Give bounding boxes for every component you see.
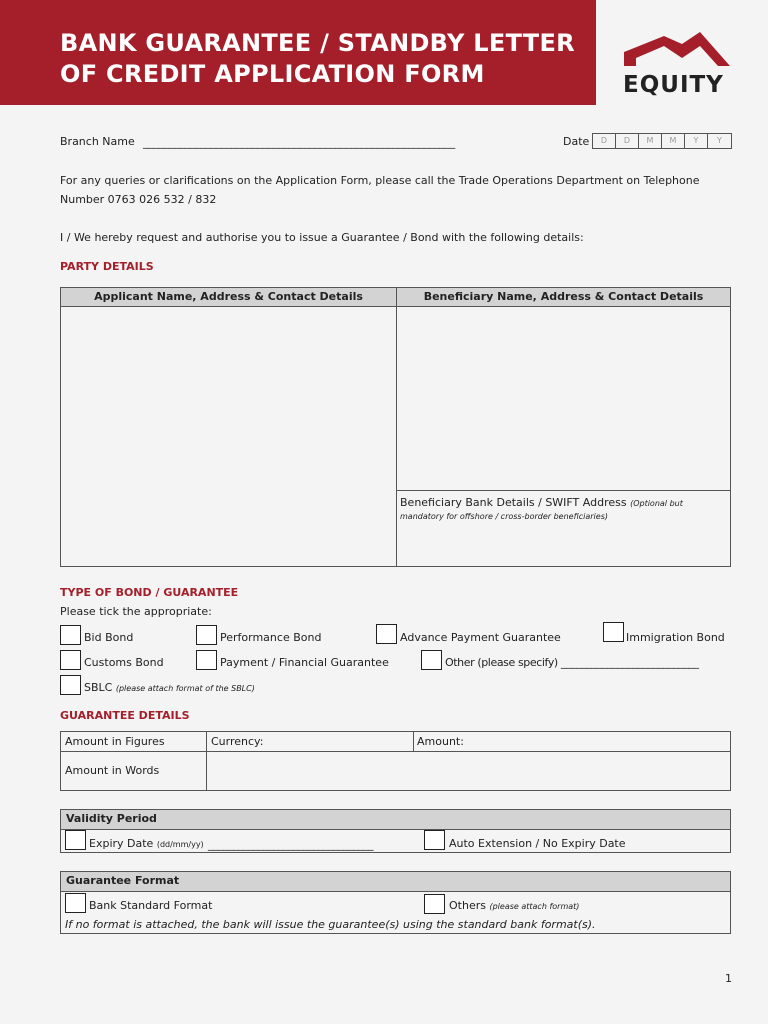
payment-guarantee-label: Payment / Financial Guarantee: [220, 656, 389, 669]
others-format-checkbox[interactable]: [424, 894, 445, 914]
beneficiary-details-field[interactable]: [396, 306, 731, 491]
form-title: [60, 28, 575, 90]
amount-words-label: Amount in Words: [65, 764, 160, 777]
other-bond-label[interactable]: Other (please specify) ___________________________: [445, 656, 699, 669]
party-details-title: PARTY DETAILS: [60, 260, 154, 273]
guarantee-details-title: GUARANTEE DETAILS: [60, 709, 190, 722]
standard-format-label: Bank Standard Format: [89, 899, 213, 912]
applicant-details-field[interactable]: [60, 306, 397, 567]
beneficiary-bank-note1: (Optional but: [630, 499, 683, 508]
auto-extension-label: Auto Extension / No Expiry Date: [449, 837, 626, 850]
immigration-bond-checkbox[interactable]: [603, 622, 624, 642]
performance-bond-label: Performance Bond: [220, 631, 322, 644]
amount-figures-label: Amount in Figures: [65, 735, 165, 748]
beneficiary-bank-label-text: Beneficiary Bank Details / SWIFT Address: [400, 496, 627, 509]
date-field[interactable]: [592, 133, 732, 149]
amount-words-field[interactable]: [206, 751, 731, 791]
date-year-2[interactable]: Y: [717, 136, 722, 145]
sblc-label: [84, 681, 255, 694]
bid-bond-label: Bid Bond: [84, 631, 134, 644]
queries-text-line1: For any queries or clarifications on the Application Form, please call the Trade Operations Department on Telephone: [60, 174, 700, 187]
expiry-date-label: [89, 837, 204, 850]
format-header: Guarantee Format: [60, 871, 731, 892]
bond-type-instruction: Please tick the appropriate:: [60, 605, 212, 618]
date-month-2[interactable]: M: [662, 134, 685, 148]
advance-payment-checkbox[interactable]: [376, 624, 397, 644]
expiry-date-format: (dd/mm/yy): [156, 840, 204, 849]
date-day-2[interactable]: D: [616, 134, 639, 148]
others-format-label: [449, 899, 579, 912]
beneficiary-bank-label: [400, 496, 683, 509]
date-year-1[interactable]: Y: [685, 134, 708, 148]
sblc-checkbox[interactable]: [60, 675, 81, 695]
others-format-note: (please attach format): [489, 902, 580, 911]
applicant-header: Applicant Name, Address & Contact Details: [60, 287, 397, 307]
branch-name-label: Branch Name: [60, 135, 135, 148]
request-text: I / We hereby request and authorise you to issue a Guarantee / Bond with the following details:: [60, 231, 584, 244]
form-title-line2: OF CREDIT APPLICATION FORM: [60, 60, 485, 88]
page-number: 1: [725, 972, 732, 985]
auto-extension-checkbox[interactable]: [424, 830, 445, 850]
sblc-note: (please attach format of the SBLC): [115, 684, 255, 693]
expiry-date-checkbox[interactable]: [65, 830, 86, 850]
advance-payment-label: Advance Payment Guarantee: [400, 631, 561, 644]
date-day-1[interactable]: D: [593, 134, 616, 148]
standard-format-checkbox[interactable]: [65, 893, 86, 913]
queries-text-line2: Number 0763 026 532 / 832: [60, 193, 217, 206]
date-month-1[interactable]: M: [639, 134, 662, 148]
other-bond-checkbox[interactable]: [421, 650, 442, 670]
customs-bond-checkbox[interactable]: [60, 650, 81, 670]
form-title-line1: BANK GUARANTEE / STANDBY LETTER: [60, 29, 575, 57]
bond-type-title: TYPE OF BOND / GUARANTEE: [60, 586, 239, 599]
beneficiary-bank-note2: mandatory for offshore / cross-border beneficiaries): [400, 512, 608, 521]
amount-label: Amount:: [417, 735, 464, 748]
expiry-date-field[interactable]: _________________________________: [208, 838, 373, 851]
immigration-bond-label: Immigration Bond: [626, 631, 725, 644]
date-label: Date: [563, 135, 590, 148]
currency-label: Currency:: [211, 735, 264, 748]
payment-guarantee-checkbox[interactable]: [196, 650, 217, 670]
validity-header: Validity Period: [60, 809, 731, 830]
performance-bond-checkbox[interactable]: [196, 625, 217, 645]
format-footnote: If no format is attached, the bank will issue the guarantee(s) using the standard bank format(s).: [65, 918, 596, 931]
equity-logo-text: EQUITY: [623, 72, 724, 98]
sblc-label-text: SBLC: [84, 681, 113, 694]
beneficiary-header: Beneficiary Name, Address & Contact Details: [396, 287, 731, 307]
bid-bond-checkbox[interactable]: [60, 625, 81, 645]
others-format-label-text: Others: [449, 899, 486, 912]
customs-bond-label: Customs Bond: [84, 656, 164, 669]
expiry-date-label-text: Expiry Date: [89, 837, 154, 850]
branch-name-field[interactable]: ____________________________________________________________: [143, 136, 456, 149]
